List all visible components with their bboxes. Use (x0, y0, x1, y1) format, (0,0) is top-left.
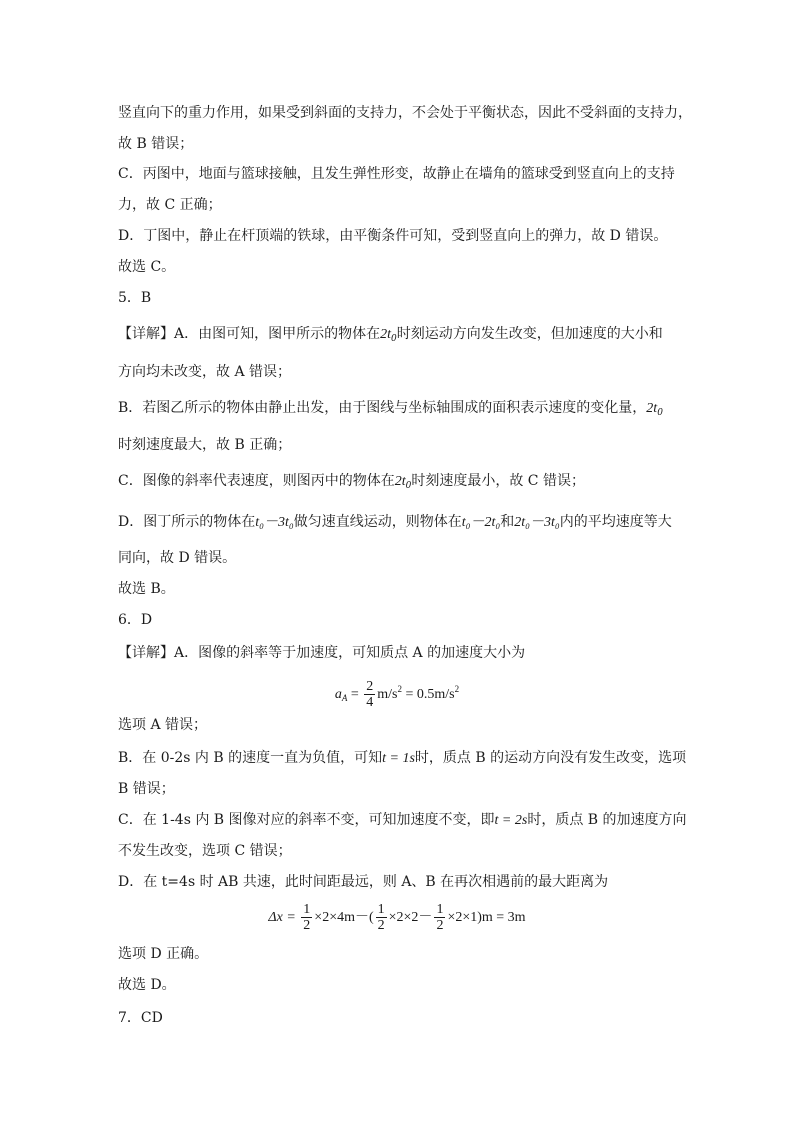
text-line: 不发生改变，选项 C 错误； (118, 843, 292, 859)
q5-option-b: B．若图乙所示的物体由静止出发，由于图线与坐标轴围成的面积表示速度的变化量，$2t_0$ (118, 400, 663, 418)
text-line: 选项 A 错误； (118, 717, 208, 733)
q6-option-c: C．在 1-4s 内 B 图像对应的斜率不变，可知加速度不变，即t = 2s时，质点 B 的加速度方向 (118, 812, 687, 828)
text-line: D．丁图中，静止在杆顶端的铁球，由平衡条件可知，受到竖直向上的弹力，故 D 错误。 (118, 228, 668, 244)
equation-acceleration: $a_A$ = $\frac{2}{4}$ $m/s^2 = 0.5m/s^2$ (334, 679, 460, 711)
text-line: 力，故 C 正确； (118, 197, 222, 213)
answer-line: 故选 D。 (118, 977, 176, 993)
fraction: $\frac{1}{2}$ (436, 902, 444, 934)
text-line: B 错误； (118, 781, 175, 797)
question-number: 5．B (118, 290, 152, 306)
q6-option-d: D．在 t=4s 时 AB 共速，此时间距最远，则 A、B 在再次相遇前的最大距离为 (118, 874, 609, 890)
text-line: 竖直向下的重力作用，如果受到斜面的支持力，不会处于平衡状态，因此不受斜面的支持力， (118, 105, 692, 121)
q6-option-b: B．在 0-2s 内 B 的速度一直为负值，可知t = 1s时，质点 B 的运动方向没有发生改变，选项 (118, 750, 687, 766)
text-line: 故 B 错误； (118, 136, 194, 152)
q5-option-a: 【详解】A．由图可知，图甲所示的物体在$2t_0$时刻运动方向发生改变，但加速度的大小和 (118, 326, 663, 344)
q6-option-a: 【详解】A．图像的斜率等于加速度，可知质点 A 的加速度大小为 (118, 645, 526, 661)
text-line: 同向，故 D 错误。 (118, 550, 237, 566)
q5-option-d: D．图丁所示的物体在t₀－3t₀做匀速直线运动，则物体在t₀－2t₀和2t₀－3t₀内的平均速度等大 (118, 514, 672, 530)
fraction: $\frac{1}{2}$ (303, 902, 311, 934)
q5-option-c: C．图像的斜率代表速度，则图丙中的物体在$2t_0$时刻速度最小，故 C 错误； (118, 473, 585, 491)
answer-line: 故选 B。 (118, 581, 175, 597)
equation-distance: Δx = $\frac{1}{2}$ ×2×4m－( $\frac{1}{2}$ ×2×2－ $\frac{1}{2}$ ×2×1)m = 3m (268, 902, 526, 934)
fraction: $\frac{2}{4}$ (366, 679, 374, 711)
text-line: 方向均未改变，故 A 错误； (118, 364, 292, 380)
fraction: $\frac{1}{2}$ (377, 902, 385, 934)
text-line: 故选 C。 (118, 259, 176, 275)
question-number: 6．D (118, 612, 153, 628)
text-line: 选项 D 正确。 (118, 946, 209, 962)
text-line: C．丙图中，地面与篮球接触，且发生弹性形变，故静止在墙角的篮球受到竖直向上的支持 (118, 166, 675, 182)
question-number: 7．CD (118, 1010, 163, 1026)
text-line: 时刻速度最大，故 B 正确； (118, 437, 292, 453)
